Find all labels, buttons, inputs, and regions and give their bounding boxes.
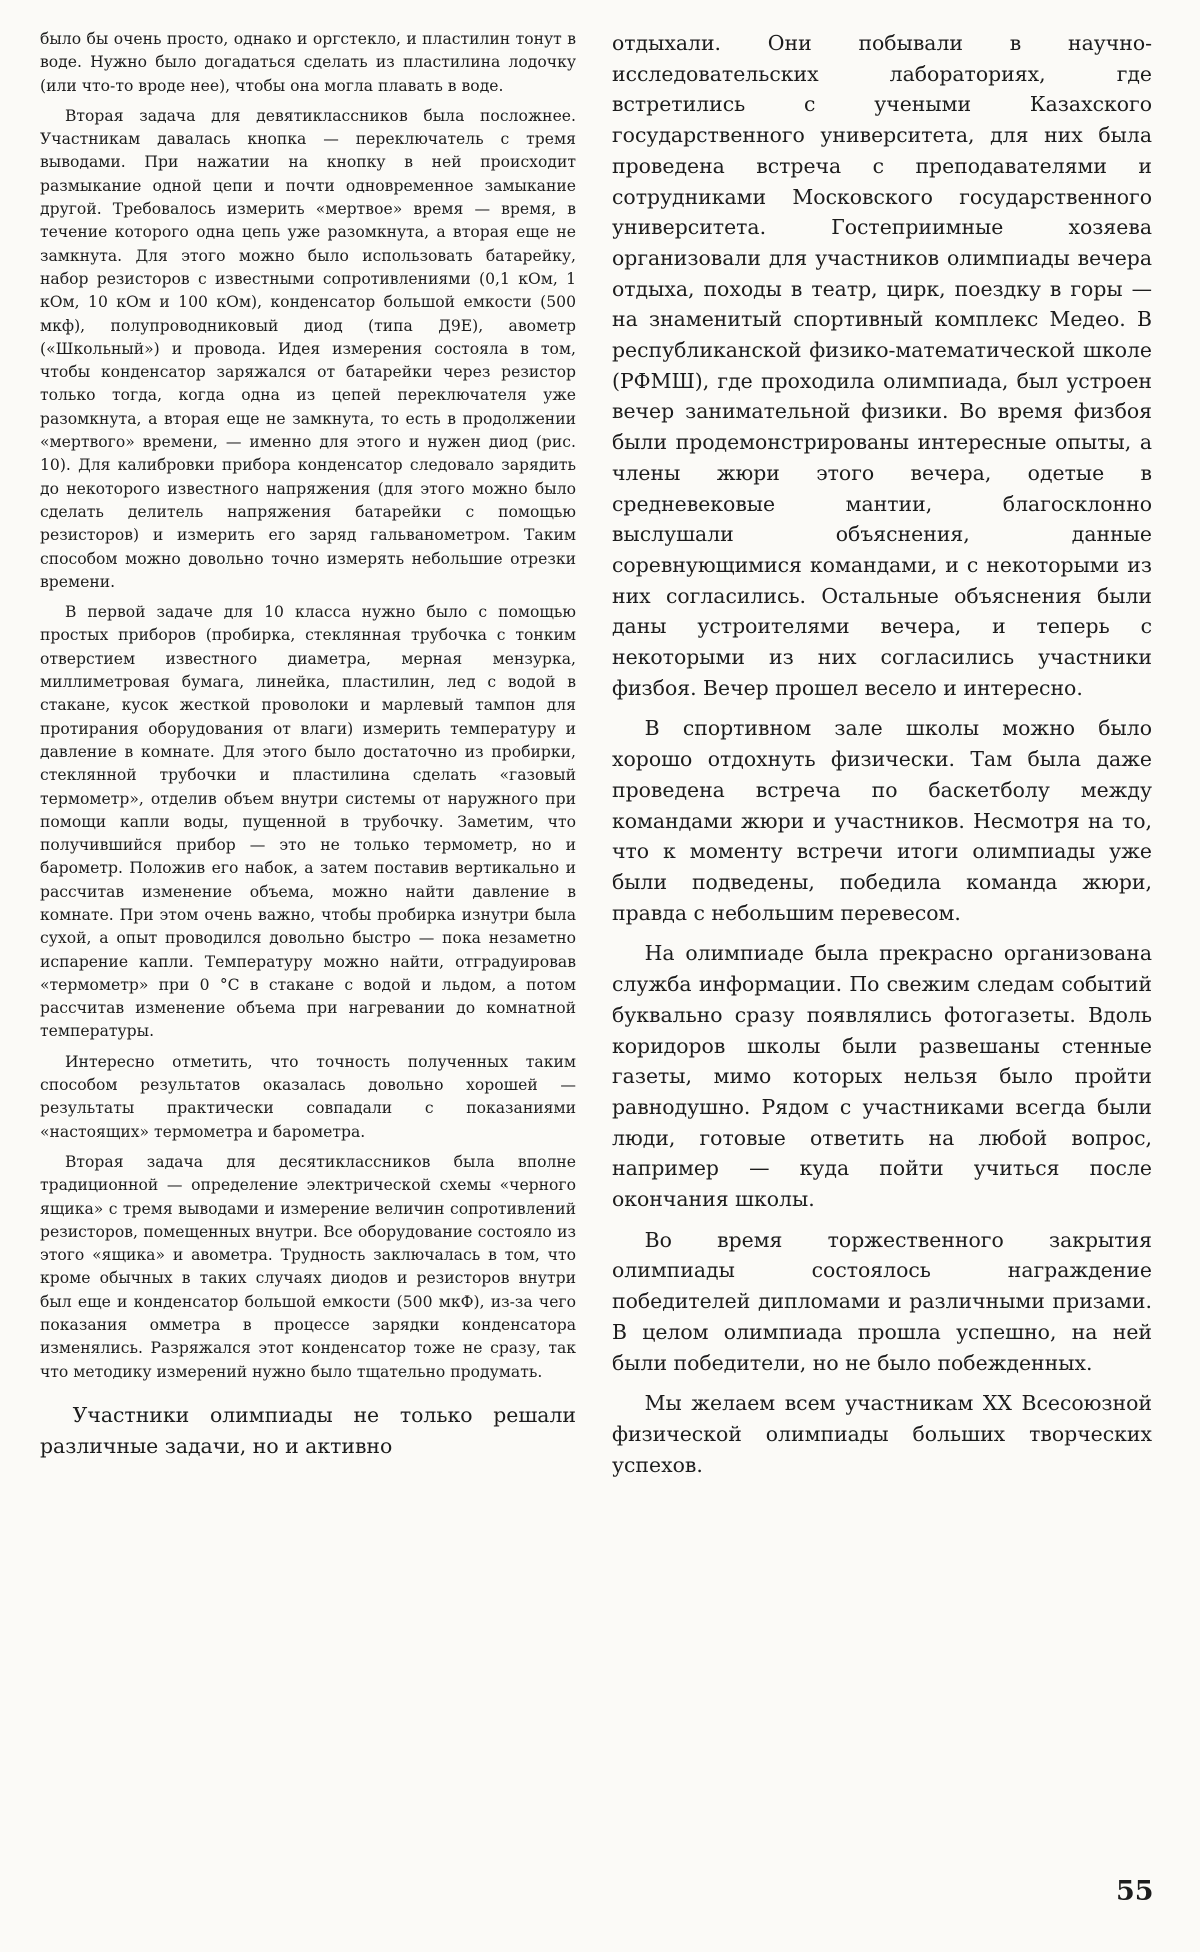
paragraph-closing-ceremony: Во время торжественного закрытия олимпиады состоялось награждение победителей дипломами и различными призами. В целом олимпиада прошла успешно, на ней были победители, но не было побежденных. bbox=[612, 1227, 1152, 1375]
paragraph-leisure: отдыхали. Они побывали в научно-исследовательских лабораториях, где встретились с учеными Казахского государственного университета, для них была проведена встреча с преподавателями и сотрудниками Московского государственного университета. Гостеприимные хозяева организовали для участников олимпиады вечера отдыха, походы в театр, цирк, поездку в горы — на знаменитый спортивный комплекс Медео. В республиканской физико-математической школе (РФМШ), где проходила олимпиада, был устроен вечер занимательной физики. Во время физбоя были продемонстрированы интересные опыты, а члены жюри этого вечера, одетые в средневековые мантии, благосклонно выслушали объяснения, данные соревнующимися командами, и с некоторыми из них согласились. Остальные объяснения были даны устроителями вечера, и теперь с некоторыми из них согласились участники физбоя. Вечер прошел весело и интересно. bbox=[612, 31, 1152, 700]
paragraph-wishes: Мы желаем всем участникам XX Всесоюзной физической олимпиады больших творческих успехов. bbox=[612, 1391, 1152, 1477]
paragraph-participants-activities: Участники олимпиады не только решали различные задачи, но и активно bbox=[40, 1402, 576, 1458]
paragraph-ninth-grade-task-2: Вторая задача для девятиклассников была посложнее. Участникам давалась кнопка — переключатель с тремя выводами. При нажатии на кнопку в ней происходит размыкание одной цепи и почти одновременное замыкание другой. Требовалось измерить «мертвое» время — время, в течение которого одна цепь уже разомкнута, а вторая еще не замкнута. Для этого можно было использовать батарейку, набор резисторов с известными сопротивлениями (0,1 кОм, 1 кОм, 10 кОм и 100 кОм), конденсатор большой емкости (500 мкф), полупроводниковый диод (типа Д9Е), авометр («Школьный») и провода. Идея измерения состояла в том, чтобы конденсатор заряжался от батарейки через резистор только тогда, когда одна из цепей переключателя уже разомкнута, а вторая еще не замкнута, то есть в продолжении «мертвого» времени, — именно для этого и нужен диод (рис. 10). Для калибровки прибора конденсатор следовало зарядить до некоторого известного напряжения (для этого можно было сделать делитель напряжения батарейки с помощью резисторов) и измерить его заряд гальванометром. Таким способом можно довольно точно измерять небольшие отрезки времени. bbox=[40, 106, 576, 591]
page-number: 55 bbox=[1116, 1876, 1154, 1907]
paragraph-sports: В спортивном зале школы можно было хорошо отдохнуть физически. Там была даже проведена встреча по баскетболу между командами жюри и участников. Несмотря на то, что к моменту встречи итоги олимпиады уже были подведены, победила команда жюри, правда с небольшим перевесом. bbox=[612, 716, 1152, 925]
paragraph-continuation: было бы очень просто, однако и оргстекло, и пластилин тонут в воде. Нужно было догадаться сделать из пластилина лодочку (или что-то вроде нее), чтобы она могла плавать в воде. bbox=[40, 30, 576, 95]
right-column bbox=[612, 28, 1152, 1480]
paragraph-tenth-grade-task-1: В первой задаче для 10 класса нужно было с помощью простых приборов (пробирка, стеклянная трубочка с тонким отверстием известного диаметра, мерная мензурка, миллиметровая бумага, линейка, пластилин, лед с водой в стакане, кусок жесткой проволоки и марлевый тампон для протирания оборудования от влаги) измерить температуру и давление в комнате. Для этого было достаточно из пробирки, стеклянной трубочки и пластилина сделать «газовый термометр», отделив объем внутри системы от наружного при помощи капли воды, пущенной в трубочку. Заметим, что получившийся прибор — это не только термометр, но и барометр. Положив его набок, а затем поставив вертикально и рассчитав изменение объема, можно найти давление в комнате. При этом очень важно, чтобы пробирка изнутри была сухой, а опыт проводился довольно быстро — пока незаметно испарение капли. Температуру можно найти, отградуировав «термометр» при 0 °С в стакане с водой и льдом, а потом рассчитав изменение объема при нагревании до комнатной температуры. bbox=[40, 603, 576, 1041]
paragraph-information-service: На олимпиаде была прекрасно организована служба информации. По свежим следам событий буквально сразу появлялись фотогазеты. Вдоль коридоров школы были развешаны стенные газеты, мимо которых нельзя было пройти равнодушно. Рядом с участниками всегда были люди, готовые ответить на любой вопрос, например — куда пойти учиться после окончания школы. bbox=[612, 941, 1152, 1212]
paragraph-accuracy-note: Интересно отметить, что точность полученных таким способом результатов оказалась довольно хорошей — результаты практически совпадали с показаниями «настоящих» термометра и барометра. bbox=[40, 1052, 576, 1141]
paragraph-tenth-grade-task-2: Вторая задача для десятиклассников была вполне традиционной — определение электрической схемы «черного ящика» с тремя выводами и измерение величин сопротивлений резисторов, помещенных внутри. Все оборудование состояло из этого «ящика» и авометра. Трудность заключалась в том, что кроме обычных в таких случаях диодов и резисторов внутри был еще и конденсатор большой емкости (500 мкФ), из-за чего показания омметра в процессе зарядки конденсатора изменялись. Разряжался этот конденсатор тоже не сразу, так что методику измерений нужно было тщательно продумать. bbox=[40, 1152, 576, 1381]
left-column bbox=[40, 28, 576, 1461]
